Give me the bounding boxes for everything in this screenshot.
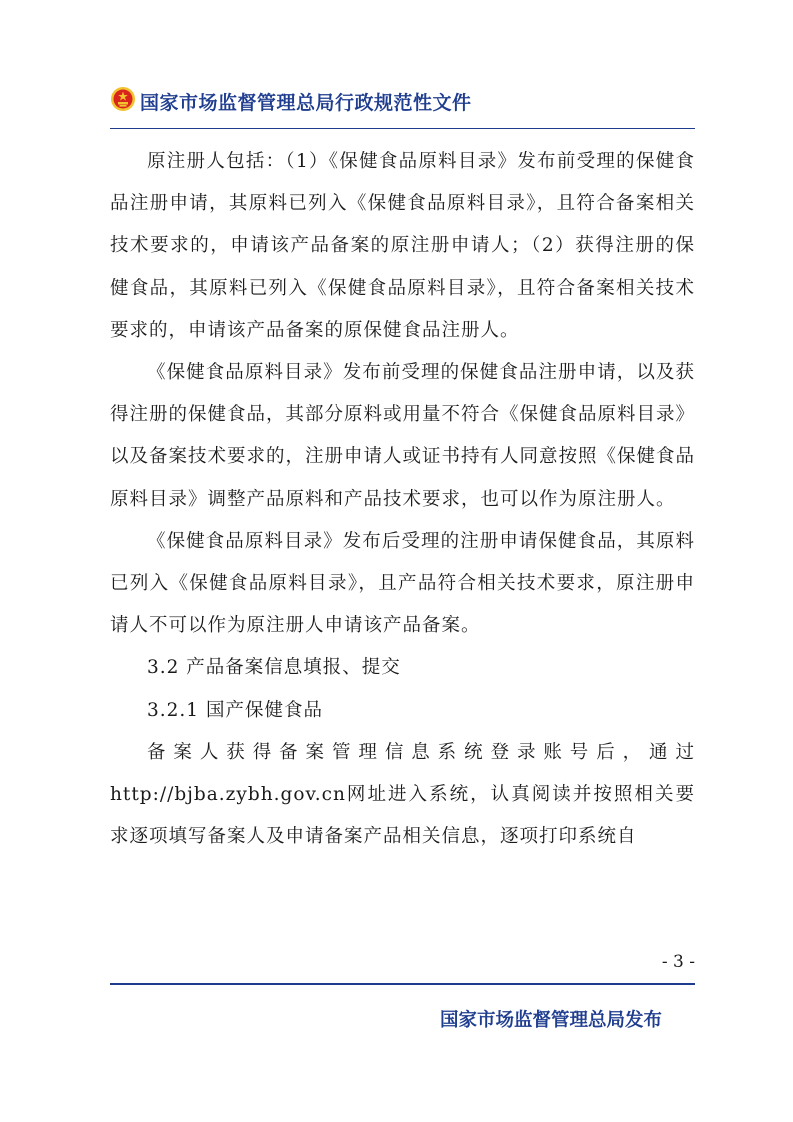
paragraph-pre-catalog: 《保健食品原料目录》发布前受理的保健食品注册申请，以及获得注册的保健食品，其部分原料或用量不符合《保健食品原料目录》以及备案技术要求的，注册申请人或证书持有人同意按照《保健食品原料目录》调整产品原料和产品技术要求，也可以作为原注册人。: [110, 362, 696, 510]
paragraph-original-registrant: 原注册人包括：（1）《保健食品原料目录》发布前受理的保健食品注册申请，其原料已列入《保健食品原料目录》，且符合备案相关技术要求的，申请该产品备案的原注册申请人；（2）获得注册的保健食品，其原料已列入《保健食品原料目录》，且符合备案相关技术要求的，申请该产品备案的原保健食品注册人。: [110, 151, 695, 341]
footer-divider: [110, 983, 695, 985]
section-heading-3-2-1: 3.2.1 国产保健食品: [147, 699, 323, 721]
document-body: [110, 141, 695, 858]
footer-publisher: 国家市场监督管理总局发布: [440, 1010, 663, 1031]
paragraph-post-catalog: 《保健食品原料目录》发布后受理的注册申请保健食品，其原料已列入《保健食品原料目录》，且产品符合相关技术要求，原注册申请人不可以作为原注册人申请该产品备案。: [110, 530, 695, 637]
header-title: 国家市场监督管理总局行政规范性文件: [140, 92, 472, 114]
page-number: - 3 -: [661, 952, 695, 972]
national-emblem-icon: [110, 86, 136, 112]
header-divider: [110, 128, 695, 129]
paragraph-domestic-filing: 备案人获得备案管理信息系统登录账号后，通过http://bjba.zybh.gov.cn网址进入系统，认真阅读并按照相关要求逐项填写备案人及申请备案产品相关信息，逐项打印系统自: [110, 741, 695, 848]
section-heading-3-2: 3.2 产品备案信息填报、提交: [147, 657, 401, 679]
document-header: [110, 84, 695, 118]
